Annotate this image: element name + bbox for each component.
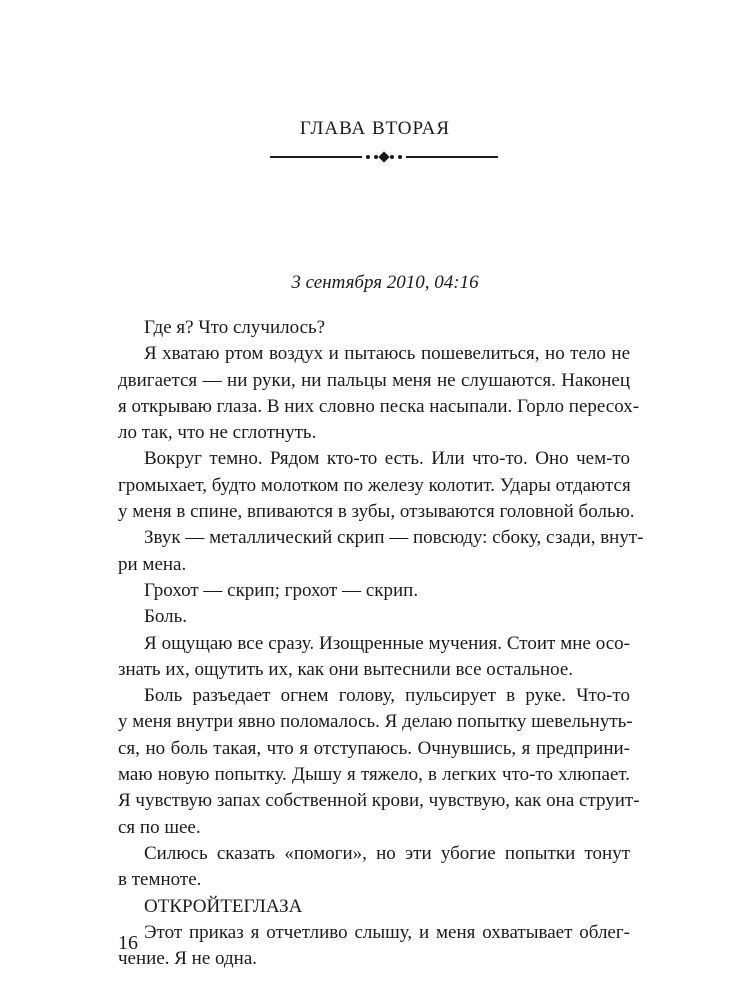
page-number: 16 — [118, 932, 138, 954]
text-line: у меня внутри явно поломалось. Я делаю попытку шевельнуть- — [118, 711, 633, 733]
text-line: Боль. — [144, 606, 188, 628]
text-line: ри мена. — [118, 553, 187, 575]
text-line: Вокруг темно. Рядом кто-то есть. Или что-то. Оно чем-то — [144, 448, 630, 470]
text-line: Я чувствую запах собственной крови, чувствую, как она струит- — [118, 790, 640, 812]
chapter-ornament-divider — [270, 150, 498, 164]
paragraph — [118, 525, 644, 578]
paragraph — [118, 894, 630, 920]
chapter-title: ГЛАВА ВТОРАЯ — [299, 118, 451, 139]
paragraph — [118, 920, 630, 973]
chapter-date: 3 сентября 2010, 04:16 — [291, 272, 479, 293]
text-line: знать их, ощутить их, как они вытеснили все остальное. — [118, 658, 574, 680]
paragraph — [118, 315, 630, 341]
text-line: двигается — ни руки, ни пальцы меня не слушаются. Наконец — [118, 369, 630, 391]
text-line: ОТКРОЙТЕГЛАЗА — [144, 895, 303, 917]
paragraph — [118, 683, 640, 841]
paragraph — [118, 578, 630, 604]
chapter-body-text — [118, 315, 644, 972]
text-line: ся, но боль такая, что я отступаюсь. Очнувшись, я предприни- — [118, 737, 630, 759]
paragraph — [118, 841, 630, 894]
text-line: Я ощущаю все сразу. Изощренные мучения. Стоит мне осо- — [144, 632, 630, 654]
text-line: Этот приказ я отчетливо слышу, и меня охватывает облег- — [144, 921, 630, 943]
text-line: Силюсь сказать «помоги», но эти убогие попытки тонут — [144, 842, 630, 864]
text-line: ло так, что не сглотнуть. — [118, 422, 317, 444]
text-line: Я хватаю ртом воздух и пытаюсь пошевелиться, но тело не — [144, 343, 630, 365]
text-line: я открываю глаза. В них словно песка насыпали. Горло пересох- — [118, 395, 640, 417]
text-line: громыхает, будто молотком по железу колотит. Удары отдаются — [118, 474, 631, 496]
text-line: у меня в спине, впиваются в зубы, отзываются головной болью. — [118, 501, 635, 523]
text-line: Боль разъедает огнем голову, пульсирует в руке. Что-то — [144, 685, 630, 707]
text-line: в темноте. — [118, 869, 202, 891]
paragraph — [118, 604, 630, 630]
paragraph — [118, 341, 640, 446]
text-line: Где я? Что случилось? — [144, 317, 326, 338]
paragraph — [118, 631, 630, 684]
text-line: маю новую попытку. Дышу я тяжело, в легких что-то хлюпает. — [118, 764, 630, 786]
text-line: Звук — металлический скрип — повсюду: сбоку, сзади, внут- — [144, 527, 644, 549]
text-line: Грохот — скрип; грохот — скрип. — [144, 579, 419, 601]
paragraph — [118, 446, 635, 525]
text-line: чение. Я не одна. — [118, 948, 258, 970]
text-line: ся по шее. — [118, 816, 201, 838]
